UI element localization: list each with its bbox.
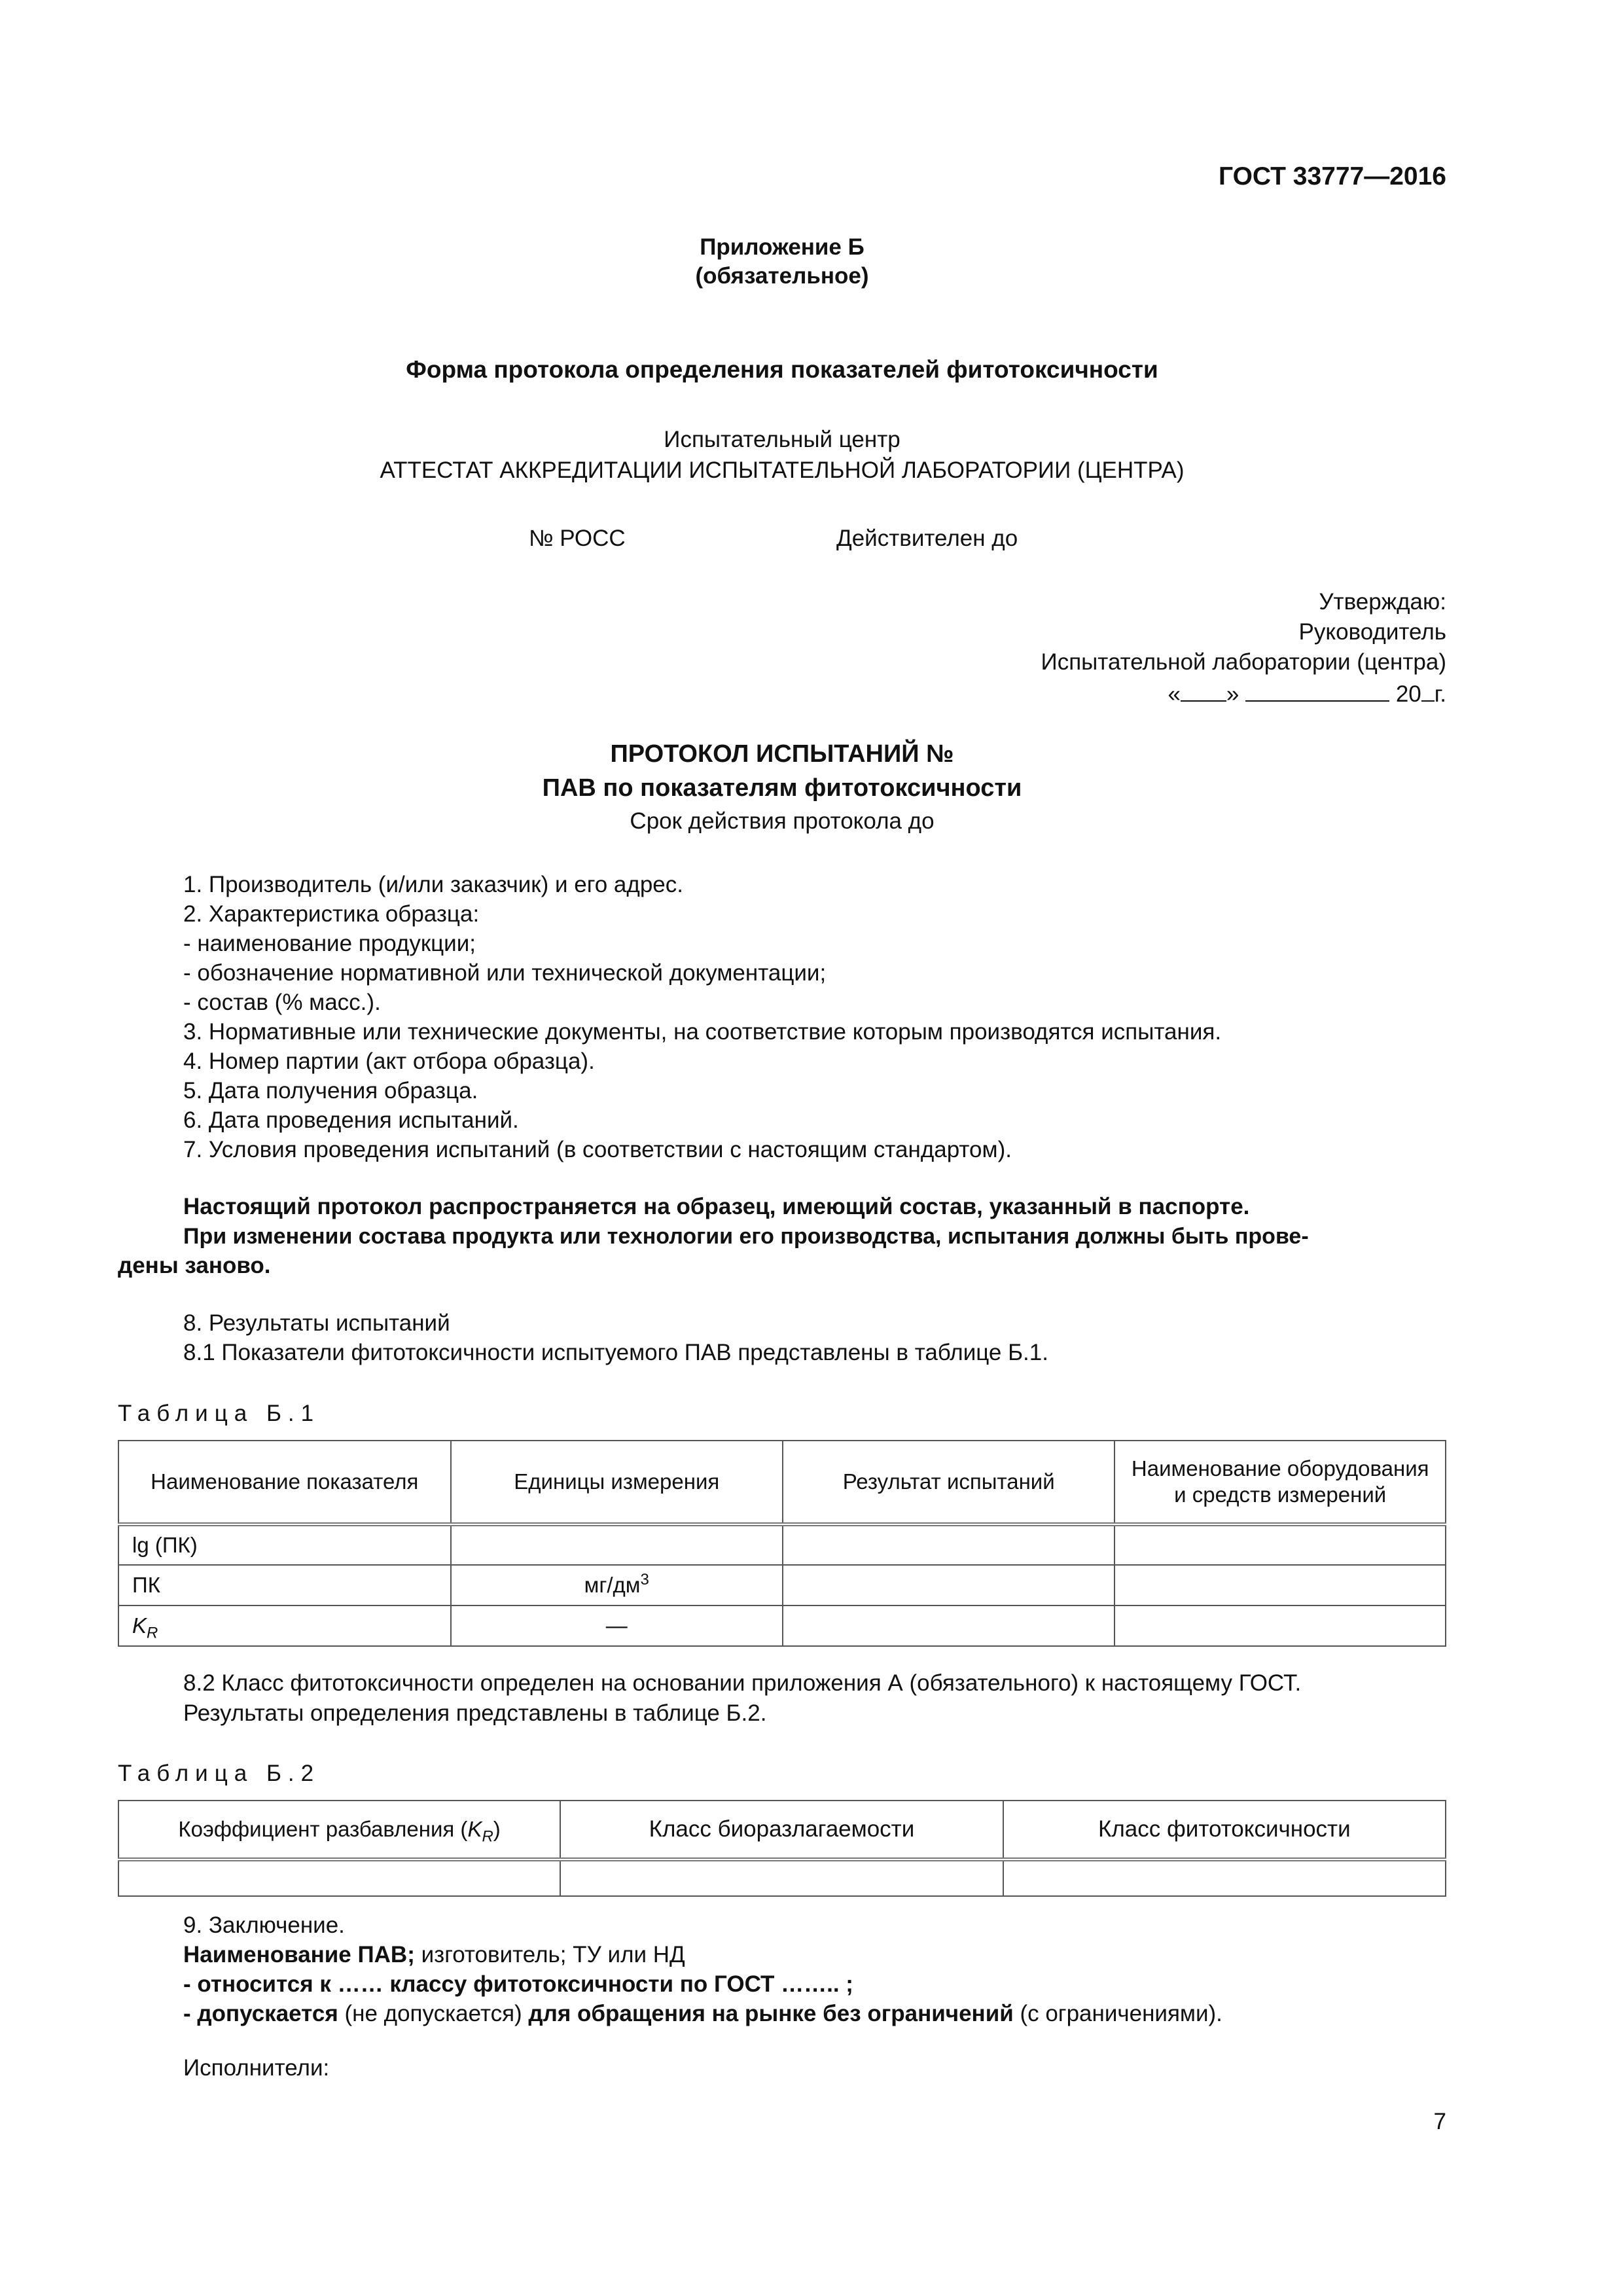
table-row (118, 1565, 1446, 1605)
appendix-title: Приложение Б (700, 234, 865, 260)
page-number: 7 (1433, 2109, 1446, 2134)
table-cell (451, 1524, 783, 1565)
table-row (118, 1605, 1446, 1646)
day-blank (1181, 677, 1226, 702)
list-item: - состав (% масс.). (183, 990, 381, 1015)
accreditation-number-label: № РОСС (529, 526, 626, 551)
protocol-title: ПРОТОКОЛ ИСПЫТАНИЙ № (610, 740, 954, 768)
conclusion-bullet1: - относится к …… классу фитотоксичности по ГОСТ …….. ; (183, 1971, 853, 1997)
table-cell (560, 1859, 1003, 1896)
results-item8: 8. Результаты испытаний (183, 1310, 450, 1336)
table-cell (783, 1605, 1115, 1646)
list-item: - наименование продукции; (183, 931, 476, 956)
table-cell (783, 1524, 1115, 1565)
table-cell (1003, 1859, 1446, 1896)
class-text-line1: 8.2 Класс фитотоксичности определен на основании приложения А (обязательного) к настоящему ГОСТ. (183, 1670, 1302, 1696)
table-header: Единицы измерения (451, 1441, 783, 1524)
table-b2 (118, 1800, 1446, 1897)
table-header: Наименование оборудования и средств измерений (1115, 1441, 1446, 1524)
conclusion-name-line: Наименование ПАВ; изготовитель; ТУ или НД (183, 1942, 685, 1967)
list-item: 1. Производитель (и/или заказчик) и его адрес. (183, 872, 683, 897)
table-row (118, 1859, 1446, 1896)
table-cell (1115, 1565, 1446, 1605)
table-row (118, 1524, 1446, 1565)
performers-label: Исполнители: (183, 2055, 330, 2081)
table-header: Класс биоразлагаемости (560, 1801, 1003, 1859)
table-cell: ПК (118, 1565, 451, 1605)
center-line2: АТТЕСТАТ АККРЕДИТАЦИИ ИСПЫТАТЕЛЬНОЙ ЛАБОРАТОРИИ (ЦЕНТРА) (380, 457, 1185, 483)
protocol-subtitle: ПАВ по показателям фитотоксичности (542, 774, 1022, 802)
table-cell: — (451, 1605, 783, 1646)
list-item: - обозначение нормативной или технической документации; (183, 960, 827, 986)
table-cell (118, 1859, 560, 1896)
list-item: 7. Условия проведения испытаний (в соответствии с настоящим стандартом). (183, 1137, 1012, 1162)
valid-until-label: Действителен до (836, 526, 1018, 551)
table-header: Коэффициент разбавления $(K_R)$ (118, 1801, 560, 1859)
list-item: 6. Дата проведения испытаний. (183, 1107, 519, 1133)
table-header: Наименование показателя (118, 1441, 451, 1524)
table-cell: lg (ПК) (118, 1524, 451, 1565)
form-title: Форма протокола определения показателей фитотоксичности (406, 356, 1158, 383)
table-cell (1115, 1605, 1446, 1646)
year-blank (1421, 677, 1435, 702)
notice-line2: При изменении состава продукта или технологии его производства, испытания должны быть прове- (183, 1224, 1309, 1249)
month-blank (1245, 677, 1389, 702)
table1-caption: Таблица Б.1 (118, 1401, 321, 1426)
table-cell: $мг/дм^3$ (451, 1565, 783, 1605)
table-cell (783, 1565, 1115, 1605)
table2-caption: Таблица Б.2 (118, 1761, 321, 1786)
protocol-validity: Срок действия протокола до (630, 808, 935, 834)
approve-line1: Утверждаю: (1319, 589, 1446, 615)
notice-line1: Настоящий протокол распространяется на образец, имеющий состав, указанный в паспорте. (183, 1194, 1250, 1219)
table-cell: $K_R$ (118, 1605, 451, 1646)
approve-line2: Руководитель (1298, 619, 1446, 645)
appendix-subtitle: (обязательное) (695, 263, 869, 289)
standard-code: ГОСТ 33777—2016 (1219, 162, 1446, 190)
document-page (118, 0, 1446, 2296)
table-b1 (118, 1440, 1446, 1647)
table-cell (1115, 1524, 1446, 1565)
results-item81: 8.1 Показатели фитотоксичности испытуемого ПАВ представлены в таблице Б.1. (183, 1340, 1048, 1365)
conclusion-item9: 9. Заключение. (183, 1912, 345, 1938)
table-header: Класс фитотоксичности (1003, 1801, 1446, 1859)
notice-line3: дены заново. (118, 1253, 271, 1278)
class-text-line2: Результаты определения представлены в таблице Б.2. (183, 1700, 767, 1726)
approve-date-line: « » 20 г. (838, 677, 1446, 709)
list-item: 4. Номер партии (акт отбора образца). (183, 1049, 595, 1074)
table-header: Результат испытаний (783, 1441, 1115, 1524)
center-line1: Испытательный центр (664, 427, 901, 452)
approve-line3: Испытательной лаборатории (центра) (1041, 649, 1446, 675)
conclusion-bullet2: - допускается (не допускается) для обращения на рынке без ограничений (с ограничениями). (183, 2001, 1222, 2026)
list-item: 3. Нормативные или технические документы, на соответствие которым производятся испытания. (183, 1019, 1222, 1045)
list-item: 2. Характеристика образца: (183, 901, 480, 927)
list-item: 5. Дата получения образца. (183, 1078, 478, 1103)
